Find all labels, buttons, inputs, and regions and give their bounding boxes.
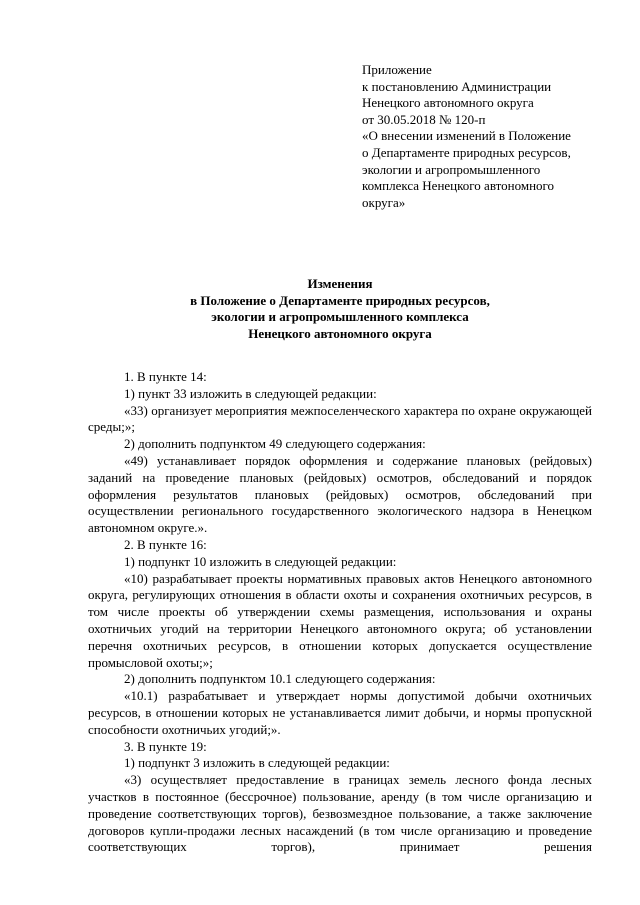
paragraph: 1) подпункт 10 изложить в следующей редакции:: [124, 553, 397, 569]
appendix-line: Ненецкого автономного округа: [362, 95, 534, 111]
paragraph: «3) осуществляет предоставление в границах земель лесного фонда лесных участков в постоянное (бессрочное) пользование, аренду (в том числе организацию и проведение соответствующих торгов), безвозмездное пользование, а также заключение договоров купли-продажи лесных насаждений (в том числе организацию и проведение соответствующих торгов), принимает решения: [88, 772, 592, 855]
paragraph: «10) разрабатывает проекты нормативных правовых актов Ненецкого автономного округа, регулирующих отношения в области охоты и сохранения охотничьих ресурсов, в том числе проекты об утверждении схемы размещения, использования и охраны охотничьих угодий на территории Ненецкого автономного округа; об установлении перечня охотничьих ресурсов, в отношении которых допускается осуществление промысловой охоты;»;: [88, 570, 592, 670]
paragraph: «10.1) разрабатывает и утверждает нормы допустимой добычи охотничьих ресурсов, в отношении которых не устанавливается лимит добычи, и нормы пропускной способности охотничьих угодий;».: [88, 688, 592, 737]
appendix-line: «О внесении изменений в Положение: [362, 128, 571, 144]
appendix-line: к постановлению Администрации: [362, 78, 552, 94]
document-body: [88, 369, 592, 856]
appendix-block: [362, 62, 634, 211]
paragraph: 1) пункт 33 изложить в следующей редакции:: [124, 385, 377, 401]
paragraph: 1) подпункт 3 изложить в следующей редакции:: [124, 755, 390, 771]
paragraph: 2) дополнить подпунктом 49 следующего содержания:: [124, 436, 426, 452]
paragraph: 1. В пункте 14:: [124, 369, 207, 384]
document-title: [60, 276, 620, 342]
paragraph: «49) устанавливает порядок оформления и содержание плановых (рейдовых) заданий на проведение плановых (рейдовых) осмотров, обследований и порядок оформления результатов плановых (рейдовых) осмотров, обследований при осуществлении регионального государственного экологического надзора в Ненецком автономном округе.».: [88, 452, 592, 536]
appendix-line: экологии и агропромышленного: [362, 161, 541, 177]
title-line: Изменения: [307, 276, 373, 291]
appendix-line: комплекса Ненецкого автономного: [362, 178, 555, 194]
appendix-line: округа»: [362, 194, 406, 210]
appendix-line: Приложение: [362, 62, 432, 77]
appendix-line: от 30.05.2018 № 120-п: [362, 111, 486, 127]
title-line: Ненецкого автономного округа: [248, 325, 432, 341]
paragraph: 2) дополнить подпунктом 10.1 следующего содержания:: [124, 671, 436, 687]
title-line: в Положение о Департаменте природных ресурсов,: [190, 292, 490, 308]
appendix-line: о Департаменте природных ресурсов,: [362, 144, 571, 160]
paragraph: 3. В пункте 19:: [124, 738, 207, 754]
paragraph: 2. В пункте 16:: [124, 536, 207, 552]
title-line: экологии и агропромышленного комплекса: [211, 309, 469, 325]
paragraph: «33) организует мероприятия межпоселенческого характера по охране окружающей среды;»;: [88, 402, 592, 435]
